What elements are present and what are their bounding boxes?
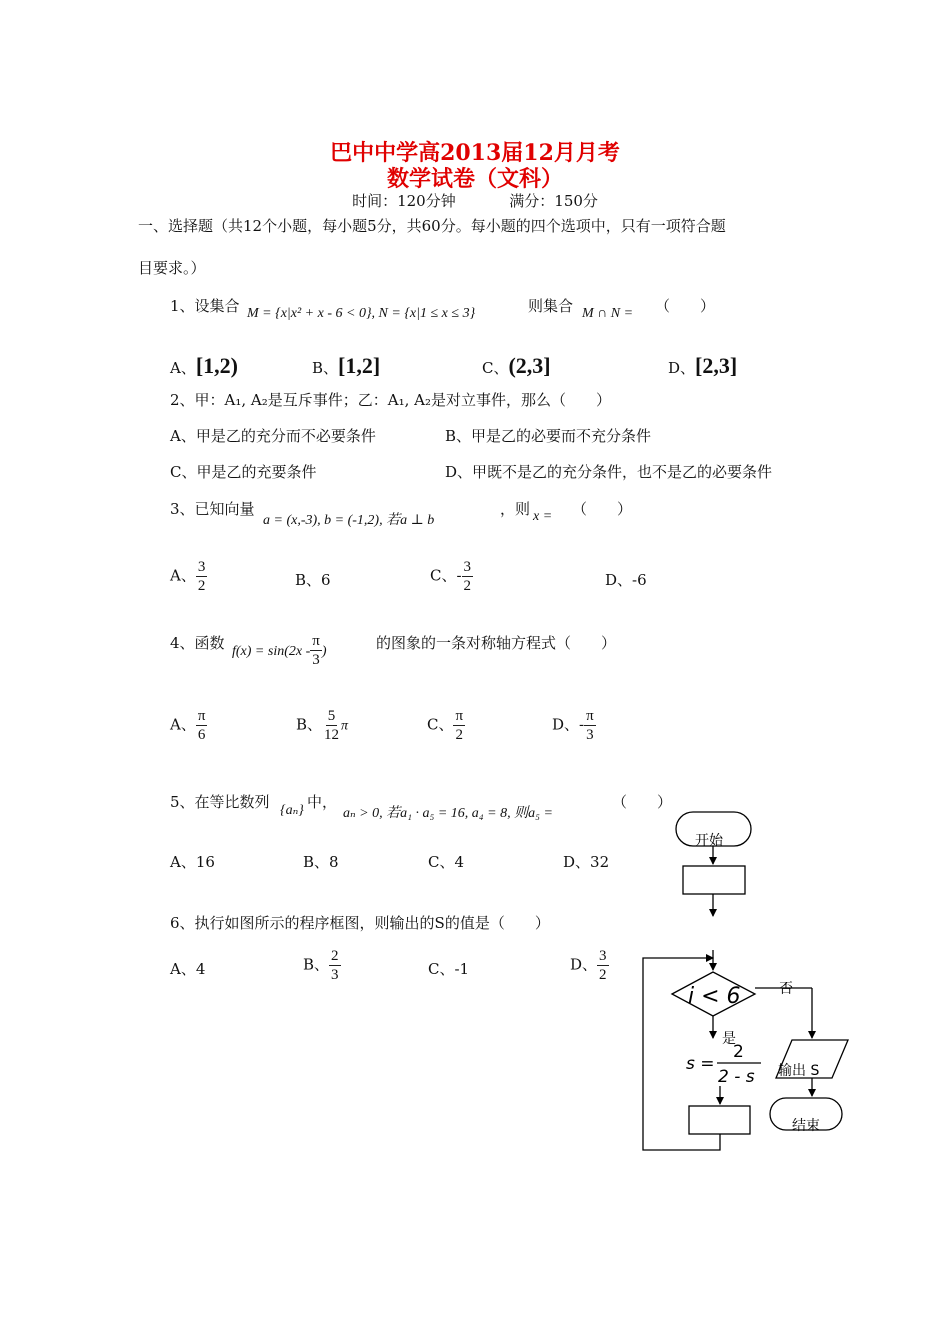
q3-option-d: D、-6	[605, 571, 647, 589]
section-intro-line2: 目要求。）	[138, 259, 206, 277]
fraction-denominator: 6	[197, 727, 206, 743]
q6-option-a: A、4	[170, 960, 206, 978]
q2-option-d: D、甲既不是乙的充分条件，也不是乙的必要条件	[445, 463, 773, 481]
fraction-denominator: 2	[599, 967, 607, 983]
q3-option-c-label: C、-	[430, 566, 462, 585]
fraction-denominator: 2	[197, 578, 206, 594]
q1-sets: M = {x|x² + x - 6 < 0}, N = {x|1 ≤ x ≤ 3}	[247, 306, 476, 321]
fraction-denominator: 3	[586, 727, 594, 743]
flowchart-start-label: 开始	[695, 833, 723, 849]
q4-stem: 4、函数	[170, 634, 225, 652]
fraction-numerator: π	[455, 708, 464, 724]
q5-option-b: B、8	[303, 853, 339, 871]
q5-paren: （ ）	[612, 793, 673, 811]
q5-sequence: {aₙ}	[280, 803, 304, 818]
section-intro-line1: 一、选择题（共12个小题，每小题5分，共60分。每小题的四个选项中，只有一项符合题	[138, 217, 726, 235]
fraction-numerator: 3	[599, 948, 607, 964]
q4-tail: 的图象的一条对称轴方程式（ ）	[376, 634, 617, 652]
flowchart-yes-label: 是	[722, 1031, 736, 1047]
q4-option-b-label: B、	[296, 715, 323, 734]
flowchart-assign-denominator: 2 - s	[718, 1067, 755, 1087]
fraction-numerator: 3	[463, 559, 472, 575]
q1-expr: M ∩ N =	[582, 306, 634, 321]
flowchart-assign-left: s =	[686, 1054, 715, 1074]
q1-option-c-value: (2,3]	[508, 353, 551, 378]
q6-stem: 6、执行如图所示的程序框图，则输出的S的值是（ ）	[170, 914, 550, 932]
exam-time: 时间：120分钟	[352, 192, 456, 210]
fraction-denominator: 12	[324, 727, 340, 743]
fraction-numerator: 5	[327, 708, 336, 724]
q5-option-c: C、4	[428, 853, 465, 871]
fraction-numerator: 3	[197, 559, 206, 575]
q3-paren: （ ）	[572, 500, 633, 518]
q1-option-a-value: [1,2)	[195, 353, 238, 378]
exam-subtitle: 数学试卷（文科）	[386, 166, 563, 192]
q4-option-d-label: D、-	[552, 715, 585, 734]
q3-vectors: a = (x,-3), b = (-1,2), 若a ⊥ b	[263, 513, 435, 528]
q4-function-right: )	[321, 644, 327, 659]
q5-mid: 中，	[307, 793, 338, 811]
q1-option-b-label: B、	[312, 359, 339, 377]
q4-function-left: f(x) = sin(2x -	[232, 644, 311, 659]
flowchart-assign-numerator: 2	[733, 1042, 744, 1062]
fraction-denominator: 2	[455, 727, 464, 743]
q1-option-a-label: A、	[170, 359, 196, 377]
q5-stem: 5、在等比数列	[170, 793, 270, 811]
q1-option-d-value: [2,3]	[695, 353, 738, 378]
exam-title: 巴中中学高2013届12月月考	[330, 140, 620, 166]
flowchart-output-label: 输出 S	[778, 1063, 820, 1079]
fraction-numerator: π	[586, 708, 594, 724]
q2-option-a: A、甲是乙的充分而不必要条件	[170, 427, 376, 445]
fraction-numerator: π	[197, 708, 206, 724]
fraction-denominator: 2	[463, 578, 472, 594]
flowchart-init-box	[683, 866, 745, 894]
exam-score: 满分：150分	[509, 192, 598, 210]
q1-stem: 1、设集合	[170, 297, 240, 315]
fraction-denominator: 3	[331, 967, 339, 983]
q2-option-c: C、甲是乙的充要条件	[170, 463, 317, 481]
q3-then: ，则	[500, 500, 531, 518]
q6-option-b-label: B、	[303, 955, 330, 974]
q5-option-a: A、16	[170, 853, 215, 871]
fraction-numerator: π	[312, 633, 320, 649]
flowchart-end-label: 结束	[792, 1118, 820, 1134]
fraction-numerator: 2	[331, 948, 339, 964]
q3-option-b: B、6	[295, 571, 331, 589]
q4-option-a-label: A、	[170, 715, 196, 734]
q2-stem: 2、甲：A₁, A₂是互斥事件；乙：A₁, A₂是对立事件，那么（ ）	[170, 391, 612, 409]
flowchart-condition: i < 6	[688, 984, 741, 1009]
q3-stem: 3、已知向量	[170, 500, 255, 518]
fraction-denominator: 3	[312, 652, 320, 668]
q4-option-b-pi: π	[341, 718, 349, 734]
flowchart-increment-box	[689, 1106, 750, 1134]
q6-option-d-label: D、	[570, 955, 598, 974]
flowchart-no-label: 否	[779, 981, 793, 997]
q1-then: 则集合	[528, 297, 574, 315]
q5-condition: aₙ > 0, 若a₁ · a₅ = 16, a₄ = 8, 则a₅ =	[343, 806, 553, 821]
q1-paren: （ ）	[655, 297, 716, 315]
q1-option-d-label: D、	[668, 359, 696, 377]
q3-option-a-label: A、	[170, 566, 196, 585]
q6-option-c: C、-1	[428, 960, 470, 978]
q1-option-c-label: C、	[482, 359, 509, 377]
q3-expr: x =	[533, 509, 553, 524]
q5-option-d: D、32	[563, 853, 610, 871]
q4-option-c-label: C、	[427, 715, 454, 734]
q1-option-b-value: [1,2]	[338, 353, 381, 378]
q2-option-b: B、甲是乙的必要而不充分条件	[445, 427, 652, 445]
